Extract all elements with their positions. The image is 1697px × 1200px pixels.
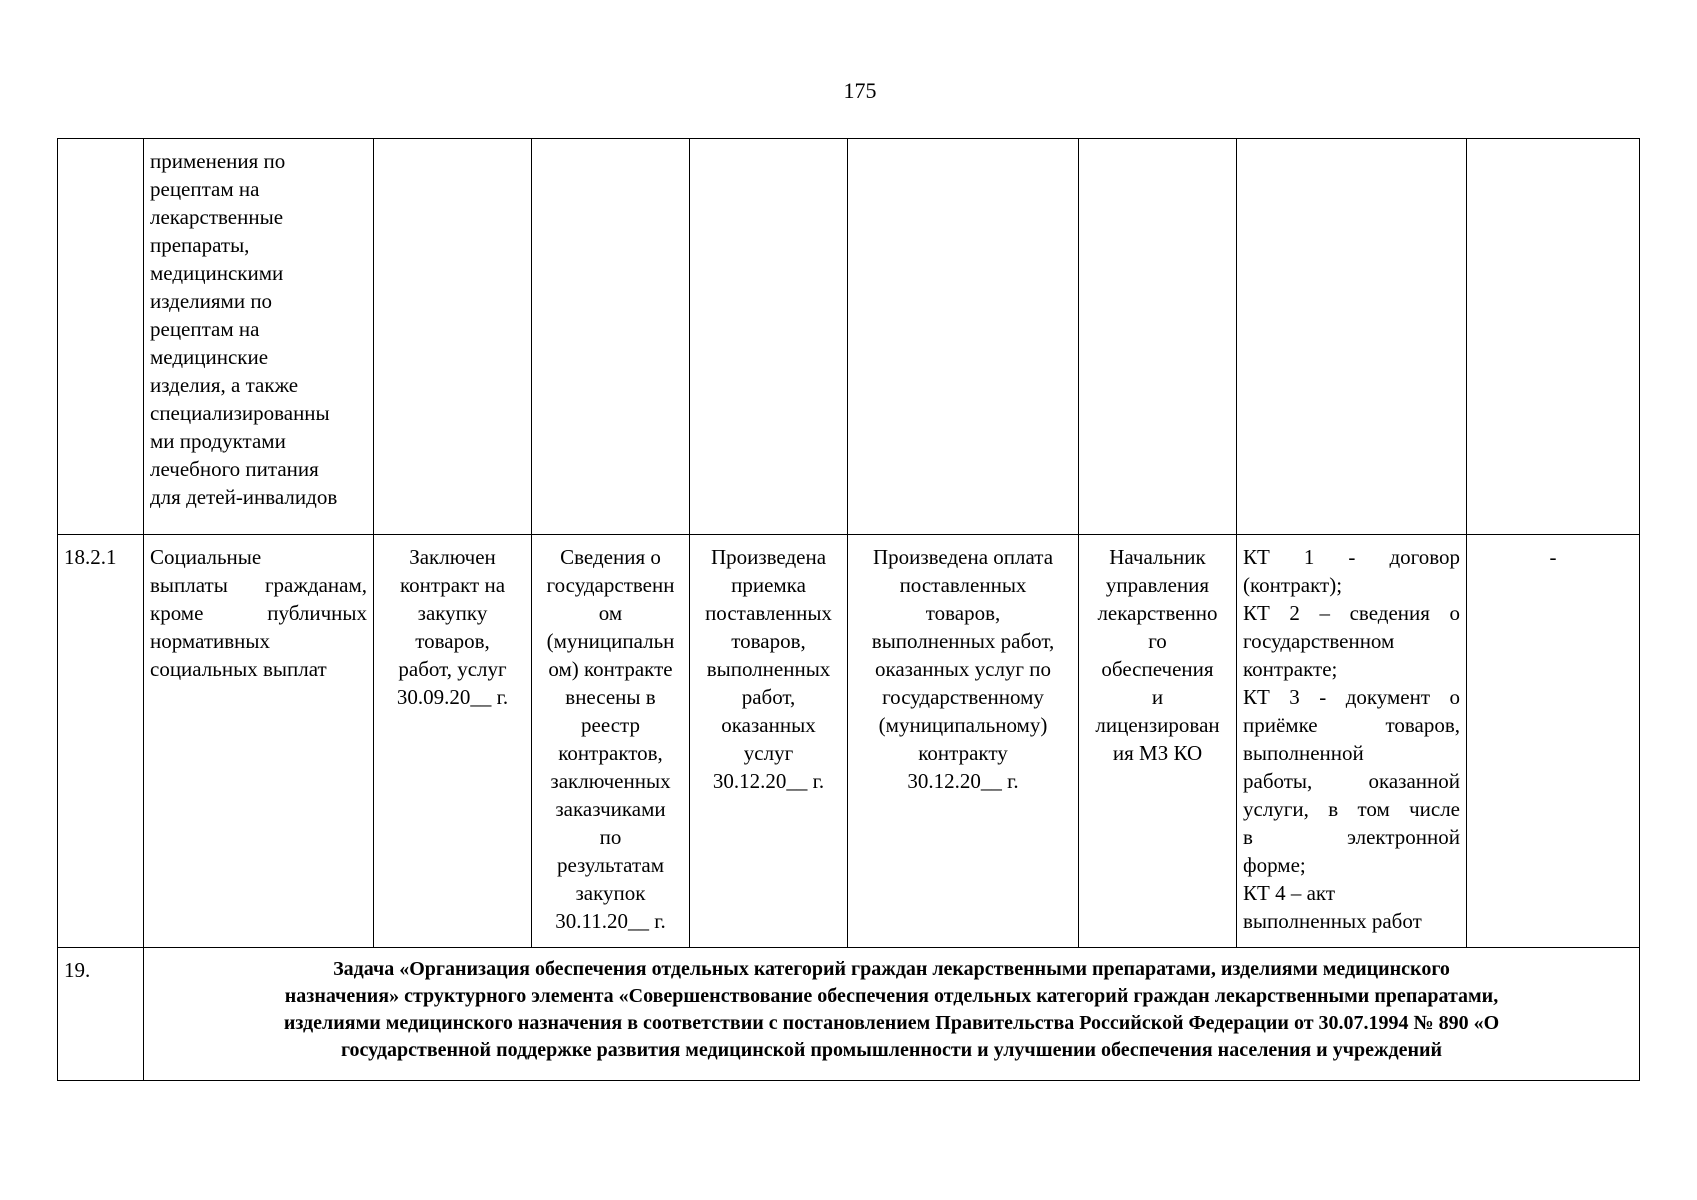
document-table [57,138,1640,1081]
table-row-19 [58,948,1640,1081]
responsible-line: и [1151,685,1164,709]
control-point-line: контракту [918,741,1008,765]
control-point-line: по [599,825,622,849]
control-point-line: работ, [741,685,796,709]
cell-number [58,139,144,535]
control-point-line: закупок [575,881,646,905]
event-name-line: рецептам на [150,317,260,341]
event-name-line: для детей-инвалидов [150,485,338,509]
control-point-line: результатам [556,853,665,877]
document-line: контракте; [1243,657,1338,681]
control-point-line: 30.12.20__ г. [712,769,825,793]
cell-responsible [1079,535,1237,948]
event-name-line: кроме публичных [150,601,367,625]
document-line: услуги, в том числе [1243,797,1460,821]
cell-empty [1079,139,1237,535]
control-point-line: государственн [546,573,675,597]
event-name-line: изделиями по [150,289,273,313]
table-row-continuation [58,139,1640,535]
document-line: КТ 4 – акт [1243,881,1336,905]
responsible-line: Начальник [1109,545,1206,569]
control-point-line: государственному [882,685,1044,709]
cell-control-point-payment [848,535,1079,948]
event-name-line: социальных выплат [150,657,327,681]
document-line: в электронной [1243,825,1460,849]
task-line: государственной поддержке развития медицинской промышленности и улучшении обеспечения населения и учреждений [340,1039,1443,1061]
event-name-line: рецептам на [150,177,260,201]
control-point-line: оказанных [721,713,816,737]
cell-empty [848,139,1079,535]
event-name-line: препараты, [150,233,250,257]
document-line: работы, оказанной [1243,769,1460,793]
event-name-line: лечебного питания [150,457,319,481]
document-line: выполненных работ [1243,909,1422,933]
control-point-line: поставленных [705,601,832,625]
control-point-line: (муниципальн [546,629,675,653]
control-point-line: товаров, [925,601,1001,625]
control-point-line: Произведена оплата [872,545,1054,569]
event-name-line: лекарственные [150,205,284,229]
control-point-line: оказанных услуг по [874,657,1052,681]
control-point-line: выполненных [706,657,831,681]
control-point-line: выполненных работ, [871,629,1055,653]
responsible-line: обеспечения [1101,657,1214,681]
cell-dash: - [1467,535,1640,948]
control-point-line: (муниципальному) [878,713,1048,737]
cell-empty [1237,139,1467,535]
responsible-line: лекарственно [1097,601,1218,625]
task-line: назначения» структурного элемента «Совершенствование обеспечения отдельных категорий граждан лекарственными препаратами, [284,985,1499,1007]
event-name-line: применения по [150,149,286,173]
control-point-line: ом [598,601,623,625]
event-name-line: медицинские [150,345,269,369]
document-line: КТ 3 - документ о [1243,685,1460,709]
responsible-line: ия МЗ КО [1112,741,1203,765]
cell-event-name [144,139,374,535]
event-name-line: нормативных [150,629,271,653]
cell-control-point-acceptance [690,535,848,948]
control-point-line: контракт на [399,573,506,597]
event-name-line: Социальные [150,545,262,569]
event-name-line: медицинскими [150,261,284,285]
control-point-line: товаров, [731,629,806,653]
document-line: КТ 2 – сведения о [1243,601,1460,625]
control-point-line: ом) контракте [548,657,673,681]
event-name-line: ми продуктами [150,429,286,453]
table-row-18-2-1 [58,535,1640,948]
control-point-line: услуг [743,741,794,765]
control-point-line: товаров, [415,629,490,653]
control-point-line: внесены в [565,685,656,709]
control-point-line: Произведена [710,545,827,569]
control-point-line: 30.09.20__ г. [396,685,509,709]
control-point-line: Сведения о [560,545,661,569]
cell-number: 18.2.1 [58,535,144,948]
control-point-line: реестр [581,713,640,737]
control-point-line: работ, услуг [398,657,507,681]
document-line: государственном [1243,629,1395,653]
document-line: приёмке товаров, [1243,713,1460,737]
control-point-line: приемка [731,573,806,597]
cell-control-point-contract [374,535,532,948]
cell-documents [1237,535,1467,948]
control-point-line: 30.12.20__ г. [907,769,1019,793]
control-point-line: заключенных [550,769,671,793]
responsible-line: го [1148,629,1167,653]
cell-empty [374,139,532,535]
cell-empty [690,139,848,535]
control-point-line: Заключен [409,545,496,569]
task-line: Задача «Организация обеспечения отдельных категорий граждан лекарственными препаратами, изделиями медицинского [333,958,1450,980]
cell-number: 19. [58,948,144,1081]
document-line: форме; [1243,853,1306,877]
cell-empty [1467,139,1640,535]
control-point-line: контрактов, [558,741,663,765]
task-line: изделиями медицинского назначения в соответствии с постановлением Правительства Российской Федерации от 30.07.1994 № 890 «О [283,1012,1500,1034]
control-point-line: 30.11.20__ г. [555,909,666,933]
event-name-line: специализированны [150,401,330,425]
document-line: выполненной [1243,741,1364,765]
responsible-line: управления [1105,573,1210,597]
document-line: (контракт); [1243,573,1343,597]
responsible-line: лицензирован [1095,713,1220,737]
control-point-line: заказчиками [555,797,666,821]
cell-empty [532,139,690,535]
control-point-line: закупку [417,601,488,625]
document-line: КТ 1 - договор [1243,545,1460,569]
cell-control-point-registry [532,535,690,948]
event-name-line: выплаты гражданам, [150,573,367,597]
page-number: 175 [843,78,877,103]
control-point-line: поставленных [899,573,1027,597]
cell-task-title [144,948,1640,1081]
event-name-line: изделия, а также [150,373,299,397]
cell-event-name [144,535,374,948]
